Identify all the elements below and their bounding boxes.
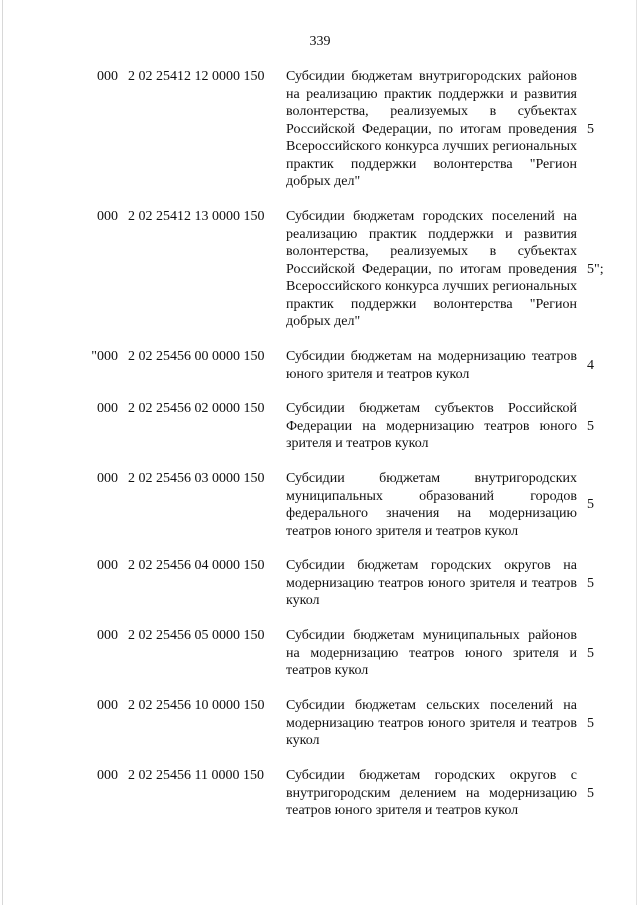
budget-classification-code: 2 02 25456 02 0000 150 (128, 401, 265, 416)
classification-table (0, 68, 640, 837)
norm-value: 5 (587, 418, 594, 434)
admin-code-cell (0, 208, 118, 226)
admin-code: 000 (97, 698, 118, 713)
table-row (0, 348, 640, 383)
admin-code: 000 (97, 471, 118, 486)
budget-classification-code: 2 02 25412 13 0000 150 (128, 209, 265, 224)
revenue-name: Субсидии бюджетам городских округов на модернизацию театров юного зрителя и театров кукол (286, 558, 577, 608)
admin-code-cell (0, 348, 118, 366)
revenue-name: Субсидии бюджетам городских поселений на реализацию практик поддержки и развития волонтерства, реализуемых в субъектах Российской Федерации, по итогам проведения Всероссийского конкурса лучших региональных практик поддержки волонтерства "Регион добрых дел" (286, 209, 577, 329)
table-row (0, 767, 640, 820)
norm-value: 5 (587, 121, 594, 137)
admin-code-cell (0, 767, 118, 785)
admin-code: 000 (97, 768, 118, 783)
table-row (0, 627, 640, 680)
norm-value: 5 (587, 715, 594, 731)
revenue-name: Субсидии бюджетам субъектов Российской Федерации на модернизацию театров юного зрителя и театров кукол (286, 401, 577, 451)
table-row (0, 400, 640, 453)
revenue-name: Субсидии бюджетам муниципальных районов на модернизацию театров юного зрителя и театров кукол (286, 628, 577, 678)
revenue-name: Субсидии бюджетам сельских поселений на модернизацию театров юного зрителя и театров кукол (286, 698, 577, 748)
admin-code: 000 (97, 401, 118, 416)
admin-code-cell (0, 400, 118, 418)
admin-code-cell (0, 470, 118, 488)
table-row (0, 697, 640, 750)
revenue-name: Субсидии бюджетам городских округов с внутригородским делением на модернизацию театров юного зрителя и театров кукол (286, 768, 577, 818)
budget-classification-code: 2 02 25456 04 0000 150 (128, 558, 265, 573)
norm-value: 5 (587, 645, 594, 661)
budget-classification-code: 2 02 25456 05 0000 150 (128, 628, 265, 643)
admin-code: 000 (97, 558, 118, 573)
norm-value: 5 (587, 497, 594, 513)
admin-code: 000 (97, 69, 118, 84)
table-row (0, 557, 640, 610)
admin-code-cell (0, 697, 118, 715)
admin-code-cell (0, 68, 118, 86)
page-number: 339 (309, 34, 331, 49)
norm-value: 4 (587, 357, 594, 373)
budget-classification-code: 2 02 25456 03 0000 150 (128, 471, 265, 486)
admin-code: 000 (97, 209, 118, 224)
budget-classification-code: 2 02 25456 10 0000 150 (128, 698, 265, 713)
budget-classification-code: 2 02 25456 00 0000 150 (128, 349, 265, 364)
norm-value: 5 (587, 785, 594, 801)
norm-value: 5"; (587, 261, 604, 277)
admin-code-cell (0, 557, 118, 575)
admin-code: 000 (97, 628, 118, 643)
budget-classification-code: 2 02 25456 11 0000 150 (128, 768, 264, 783)
budget-classification-code: 2 02 25412 12 0000 150 (128, 69, 265, 84)
table-row (0, 68, 640, 191)
table-row (0, 208, 640, 331)
revenue-name: Субсидии бюджетам на модернизацию театров юного зрителя и театров кукол (286, 349, 577, 382)
revenue-name: Субсидии бюджетам внутригородских муниципальных образований городов федерального значения на модернизацию театров юного зрителя и театров кукол (286, 471, 577, 539)
admin-code: "000 (91, 349, 118, 364)
admin-code-cell (0, 627, 118, 645)
table-row (0, 470, 640, 540)
revenue-name: Субсидии бюджетам внутригородских районов на реализацию практик поддержки и развития волонтерства, реализуемых в субъектах Российской Федерации, по итогам проведения Всероссийского конкурса лучших региональных практик поддержки волонтерства "Регион добрых дел" (286, 69, 577, 189)
norm-value: 5 (587, 575, 594, 591)
